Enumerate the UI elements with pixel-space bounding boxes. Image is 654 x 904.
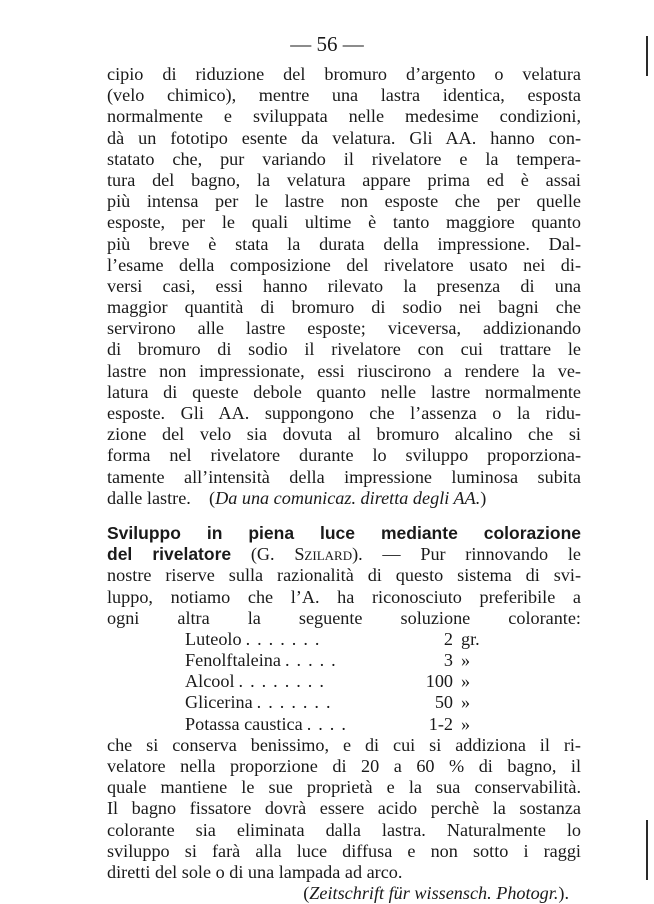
ingredient-unit: » [461, 713, 471, 734]
paragraph-line: versi casi, essi hanno rilevato la presenza di una [107, 275, 581, 296]
paragraph-line: diretti del sole o di una lampada ad arco. [107, 861, 403, 882]
ingredient-quantity: 2 [443, 628, 453, 649]
recipe-row [107, 714, 495, 735]
ingredient-quantity: 100 [425, 671, 453, 692]
scan-edge-mark [646, 36, 648, 76]
paragraph-line: statato che, pur variando il rivelatore e la tempera- [107, 148, 581, 169]
paragraph-line: latura di queste debole quanto nelle lastre normalmente [107, 381, 581, 402]
scan-edge-mark [646, 820, 648, 880]
source-citation: Zeitschrift für wissensch. Photogr. [309, 883, 559, 904]
paragraph-gap [107, 509, 581, 523]
recipe-row [107, 671, 495, 692]
section-heading: Sviluppo in piena luce mediante colorazione [107, 522, 581, 543]
ingredient-name: Glicerina [185, 692, 253, 713]
leader-dots: ....... [256, 692, 338, 713]
page-number: — 56 — [290, 32, 364, 56]
paragraph-line: esposte. Gli AA. suppongono che l’assenza o la ridu- [107, 403, 581, 423]
ingredient-quantity: 1-2 [428, 713, 453, 734]
paragraph-line: tura del bagno, la velatura appare prima ed è assai [107, 169, 581, 190]
paragraph-line: colorante sia eliminata dalla lastra. Naturalmente lo [107, 819, 581, 840]
author-name: Szilard [294, 544, 353, 565]
ingredient-name: Alcool [185, 671, 235, 692]
source-citation-line: (Zeitschrift für wissensch. Photogr.). [303, 883, 569, 904]
ingredient-unit: » [461, 650, 471, 671]
paragraph-line: tamente all’intensità della impressione luminosa subita [107, 466, 581, 487]
paragraph-velatura [107, 64, 581, 488]
paragraph-line: normalmente e sviluppata nelle medesime condizioni, [107, 106, 581, 127]
paragraph-line: dalle lastre. (Da una comunicaz. diretta degli AA.) [107, 487, 487, 508]
paragraph-line: ogni altra la seguente soluzione colorante: [107, 607, 581, 628]
paragraph-conservazione [107, 735, 581, 862]
paragraph-line: sviluppo si farà alla luce diffusa e non sotto i raggi [107, 840, 581, 861]
paragraph-line: lastre non impressionate, essi riuscirono a rendere la ve- [107, 360, 581, 381]
ingredient-quantity: 3 [443, 650, 453, 671]
recipe-table [107, 629, 581, 735]
ingredient-name: Potassa caustica [185, 713, 303, 734]
paragraph-line: servirono alle lastre esposte; viceversa, addizionando [107, 318, 581, 339]
paragraph-sviluppo [107, 565, 581, 629]
paragraph-line: zione del velo sia dovuta al bromuro alcalino che si [107, 424, 581, 445]
ingredient-unit: » [461, 671, 471, 692]
paragraph-line: velatore nella proporzione di 20 a 60 % di bagno, il [107, 756, 581, 776]
paragraph-line: cipio di riduzione del bromuro d’argento o velatura [107, 64, 581, 84]
paragraph-line: di bromuro di sodio il rivelatore con cui trattare le [107, 339, 581, 360]
paragraph-line: (velo chimico), mentre una lastra identica, esposta [107, 85, 581, 106]
recipe-row [107, 692, 495, 713]
section-heading-line2: del rivelatore (G. Szilard). — Pur rinnovando le [107, 544, 581, 565]
leader-dots: .... [306, 713, 353, 734]
leader-dots: ..... [284, 650, 343, 671]
recipe-row [107, 650, 495, 671]
ingredient-name: Luteolo [185, 628, 242, 649]
ingredient-name: Fenolftaleina [185, 650, 281, 671]
paragraph-line: dà un fototipo esente da velatura. Gli AA. hanno con- [107, 127, 581, 148]
paragraph-line: esposte, per le quali ultime è tanto maggiore quanto [107, 212, 581, 233]
paragraph-line: maggior quantità di bromuro di sodio nei bagni che [107, 297, 581, 318]
paragraph-line: più breve è stata la durata della impressione. Dal- [107, 233, 581, 254]
paragraph-line: luppo, notiamo che l’A. ha riconosciuto preferibile a [107, 586, 581, 607]
ingredient-quantity: 50 [434, 692, 453, 713]
paragraph-line: forma nel rivelatore durante lo sviluppo proporziona- [107, 445, 581, 466]
ingredient-unit: » [461, 692, 471, 713]
source-citation: Da una comunicaz. diretta degli AA. [215, 487, 481, 508]
ingredient-unit: gr. [461, 628, 480, 649]
leader-dots: ........ [238, 671, 331, 692]
paragraph-line: quale mantiene le sue proprietà e la sua conservabilità. [107, 777, 581, 798]
paragraph-line: l’esame della composizione del rivelatore usato nei di- [107, 254, 581, 275]
page-body [107, 64, 581, 904]
leader-dots: ....... [245, 628, 327, 649]
paragraph-line: che si conserva benissimo, e di cui si addiziona il ri- [107, 734, 581, 755]
recipe-row [107, 629, 495, 650]
paragraph-line: più intensa per le lastre non esposte che per quelle [107, 191, 581, 212]
paragraph-line: nostre riserve sulla razionalità di questo sistema di svi- [107, 565, 581, 586]
paragraph-line: Il bagno fissatore dovrà essere acido perchè la sostanza [107, 798, 581, 819]
